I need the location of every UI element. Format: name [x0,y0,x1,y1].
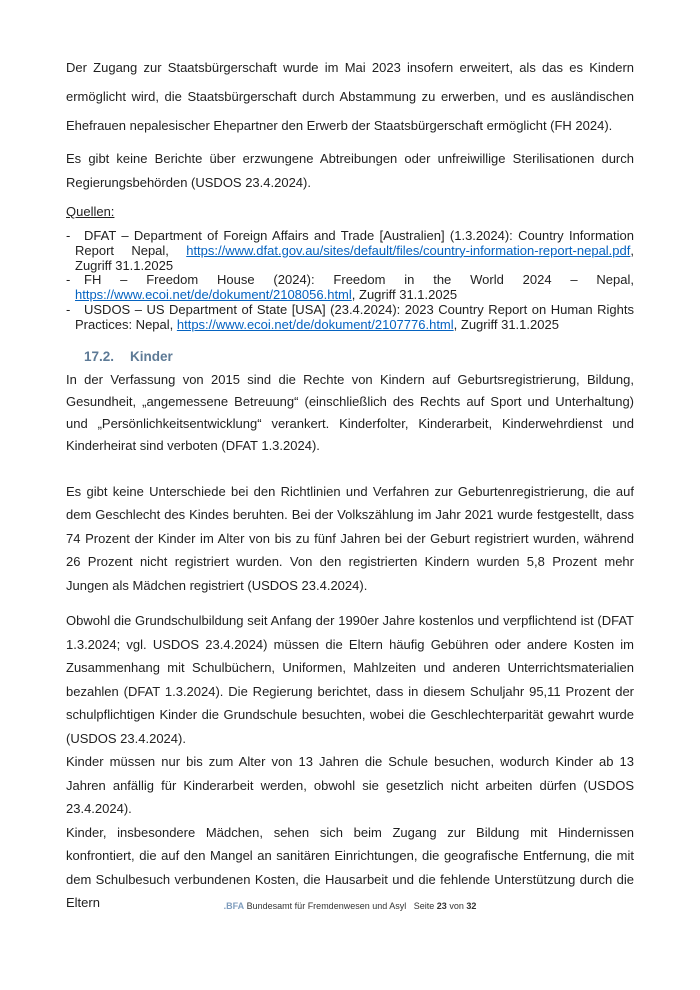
paragraph-citizenship: Der Zugang zur Staatsbürgerschaft wurde im Mai 2023 insofern erweitert, als das es Kindern ermöglicht wird, die Staatsbürgerschaft durch Abstammung zu erwerben, und es ausländischen Ehefrauen nepalesischer Ehepartner den Erwerb der Staatsbürgerschaft ermöglicht (FH 2024). [66,60,634,133]
bfa-logo: .BFA [223,901,245,911]
bullet-dash: - [66,272,71,288]
source-link-dfat[interactable]: https://www.dfat.gov.au/sites/default/files/country-information-report-nepal.pdf [186,242,631,258]
footer-page-current: 23 [436,901,447,911]
section-title: Kinder [130,348,173,364]
source-text: USDOS – US Department of State [USA] (23.4.2024): 2023 Country Report on Human Rights Practices: Nepal, [75,301,634,332]
section-heading [66,348,634,366]
paragraph-abortions: Es gibt keine Berichte über erzwungene Abtreibungen oder unfreiwillige Sterilisationen durch Regierungsbehörden (USDOS 23.4.2024). [66,151,634,190]
footer-of-label: von [449,901,464,911]
source-item-usdos [66,303,634,333]
source-link-usdos[interactable]: https://www.ecoi.net/de/dokument/2107776.html [176,316,454,332]
paragraph-birth-registration: Es gibt keine Unterschiede bei den Richtlinien und Verfahren zur Geburtenregistrierung, die auf dem Geschlecht des Kindes beruhten. Bei der Volkszählung im Jahr 2021 wurde festgestellt, dass 74 Prozent der Kinder im Alter von bis zu fünf Jahren bei der Geburt registriert wurden, während 26 Prozent nicht registriert wurden. Von den registrierten Kindern wurden 5,8 Prozent mehr Jungen als Mädchen registriert (USDOS 23.4.2024). [66,483,634,593]
bullet-dash: - [66,228,71,243]
source-text: , Zugriff 31.1.2025 [453,316,559,332]
source-text: DFAT – Department of Foreign Affairs and Trade [Australien] (1.3.2024): Country Information Report Nepal, [75,228,634,258]
footer-org-text: Bundesamt für Fremdenwesen und Asyl [246,901,407,911]
paragraph-girls-education: Kinder, insbesondere Mädchen, sehen sich beim Zugang zur Bildung mit Hindernissen konfrontiert, die auf den Mangel an sanitären Einrichtungen, die geografische Entfernung, die mit dem Schulbesuch verbundenen Kosten, die Hausarbeit und die fehlende Unterstützung durch die Eltern [66,824,634,911]
section-number: 17.2. [84,348,115,364]
source-text: FH – Freedom House (2024): Freedom in the World 2024 – Nepal, [84,272,634,288]
paragraph-school-age: Kinder müssen nur bis zum Alter von 13 Jahren die Schule besuchen, wodurch Kinder ab 13 Jahren anfällig für Kinderarbeit werden, obwohl sie gesetzlich nicht arbeiten dürfen (USDOS 23.4.2024). [66,754,634,817]
paragraph-primary-education: Obwohl die Grundschulbildung seit Anfang der 1990er Jahre kostenlos und verpflichtend ist (DFAT 1.3.2024; vgl. USDOS 23.4.2024) müssen die Eltern häufig Gebühren oder andere Kosten im Zusammenhang mit Schulbüchern, Uniformen, Mahlzeiten und anderen Unterrichtsmaterialien bezahlen (DFAT 1.3.2024). Die Regierung berichtet, dass in diesem Schuljahr 95,11 Prozent der schulpflichtigen Kinder die Grundschule besuchten, wobei die Geschlechterparität gewahrt wurde (USDOS 23.4.2024). [66,613,634,746]
paragraph-constitution: In der Verfassung von 2015 sind die Rechte von Kindern auf Geburtsregistrierung, Bildung, Gesundheit, „angemessene Betreuung“ (einschließlich des Rechts auf Sport und Unterhaltung) und „Persönlichkeitsentwicklung“ verankert. Kinderfolter, Kinderarbeit, Kinderwehrdienst und Kinderheirat sind verboten (DFAT 1.3.2024). [66,371,634,453]
source-link-fh[interactable]: https://www.ecoi.net/de/dokument/2108056.html [75,287,352,303]
sources-list [66,229,634,333]
sources-label: Quellen: [66,204,115,219]
source-item-fh [66,273,634,303]
source-text: , Zugriff 31.1.2025 [75,242,634,273]
bullet-dash: - [66,301,71,317]
footer-page-total: 32 [466,901,477,911]
source-item-dfat [66,229,634,273]
page-footer [0,900,700,912]
footer-page-label: Seite [413,901,435,911]
source-text: , Zugriff 31.1.2025 [351,287,458,303]
